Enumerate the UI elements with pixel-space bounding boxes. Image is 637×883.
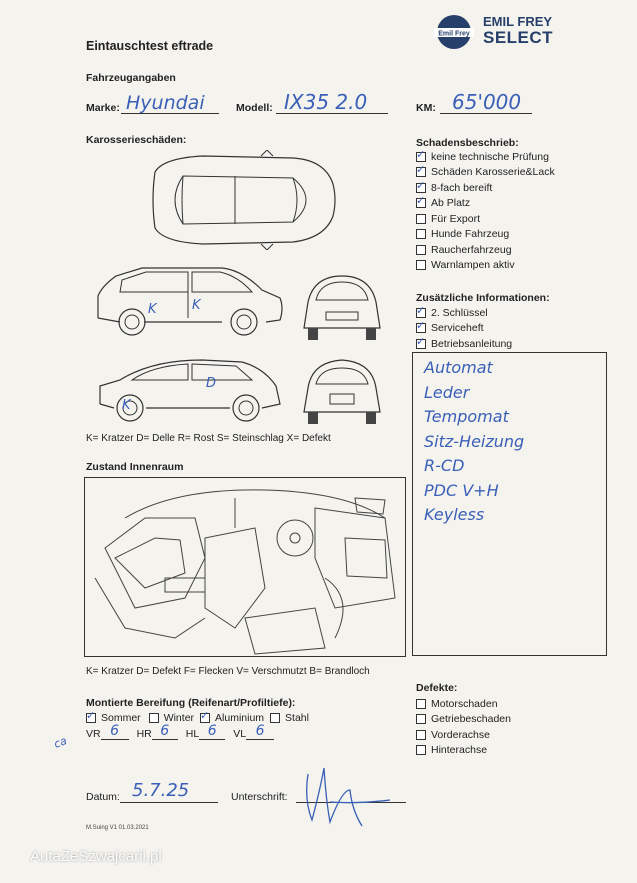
- checkbox-winter[interactable]: Winter: [149, 710, 194, 726]
- damage-mark-k1: K: [148, 302, 157, 317]
- body-damage-title: Karosserieschäden:: [86, 134, 187, 146]
- body-damage-legend: K= Kratzer D= Delle R= Rost S= Steinschlag X= Defekt: [86, 433, 331, 444]
- watermark: AutaZeSzwajcarii.pl: [30, 848, 162, 865]
- damage-desc-list: [416, 149, 596, 273]
- checkbox-warning-lights[interactable]: Warnlampen aktiv: [416, 258, 596, 274]
- note-item: Tempomat: [424, 407, 509, 426]
- tire-note: ca: [52, 734, 69, 751]
- checkbox-manual[interactable]: ✓ Betriebsanleitung: [416, 336, 596, 352]
- form-version: M.Suing V1 01.03.2021: [86, 825, 149, 831]
- tire-depths: [86, 723, 274, 740]
- defects-title: Defekte:: [416, 682, 458, 694]
- checkbox-dog-vehicle[interactable]: Hunde Fahrzeug: [416, 227, 596, 243]
- damage-desc-title: Schadensbeschrieb:: [416, 137, 519, 149]
- depth-vr[interactable]: VR 6: [86, 728, 129, 740]
- notes-list: [424, 356, 524, 528]
- signature-label: Unterschrift:: [231, 791, 288, 803]
- checkbox-second-key[interactable]: ✓ 2. Schlüssel: [416, 305, 596, 321]
- extra-info-list: [416, 305, 596, 352]
- make-label: Marke:: [86, 102, 120, 114]
- note-item: Leder: [424, 382, 470, 402]
- form-title: Eintauschtest eftrade: [86, 39, 214, 53]
- car-front-view[interactable]: [300, 272, 384, 342]
- logo-text: Emil Frey: [438, 30, 470, 38]
- model-label: Modell:: [236, 102, 273, 114]
- checkbox-export[interactable]: Für Export: [416, 211, 596, 227]
- depth-vl[interactable]: VL 6: [233, 728, 274, 740]
- car-rear-view[interactable]: [300, 356, 384, 426]
- depth-hr[interactable]: HR 6: [137, 728, 178, 740]
- checkbox-summer[interactable]: ✓ Sommer: [86, 710, 141, 726]
- damage-mark-d: D: [206, 376, 217, 391]
- checkbox-engine-damage[interactable]: Motorschaden: [416, 696, 576, 712]
- interior-diagram-box[interactable]: [84, 477, 406, 657]
- date-value[interactable]: 5.7.25: [132, 780, 190, 801]
- note-item: Keyless: [424, 505, 485, 524]
- tires-title: Montierte Bereifung (Reifenart/Profiltiefe):: [86, 697, 296, 709]
- checkbox-ab-platz[interactable]: ✓ Ab Platz: [416, 196, 596, 212]
- km-label: KM:: [416, 102, 436, 114]
- interior-legend: K= Kratzer D= Defekt F= Flecken V= Verschmutzt B= Brandloch: [86, 666, 370, 677]
- damage-mark-k3: K: [122, 398, 131, 413]
- car-right-side-view[interactable]: [92, 356, 286, 426]
- checkbox-no-tech-check[interactable]: ✓ keine technische Prüfung: [416, 149, 596, 165]
- emil-frey-logo: [430, 12, 478, 50]
- damage-mark-k2: K: [192, 298, 201, 313]
- note-item: Sitz-Heizung: [424, 431, 525, 451]
- note-item: R-CD: [424, 456, 465, 475]
- checkbox-eight-tires[interactable]: ✓ 8-fach bereift: [416, 180, 596, 196]
- interior-title: Zustand Innenraum: [86, 461, 184, 473]
- checkbox-front-axle[interactable]: Vorderachse: [416, 727, 576, 743]
- brand-line-2: SELECT: [483, 28, 554, 47]
- checkbox-aluminium[interactable]: ✓ Aluminium: [200, 710, 264, 726]
- brand-line-1: EMIL FREY: [483, 14, 553, 29]
- car-interior-drawing: [85, 478, 405, 656]
- note-item: Automat: [424, 358, 493, 377]
- model-value[interactable]: IX35 2.0: [284, 90, 368, 114]
- checkbox-rear-axle[interactable]: Hinterachse: [416, 743, 576, 759]
- checkbox-steel[interactable]: Stahl: [270, 710, 309, 726]
- checkbox-body-paint-damage[interactable]: ✓ Schäden Karosserie&Lack: [416, 165, 596, 181]
- checkbox-smoker-vehicle[interactable]: Raucherfahrzeug: [416, 242, 596, 258]
- car-top-view[interactable]: [143, 150, 337, 250]
- checkbox-gearbox-damage[interactable]: Getriebeschaden: [416, 712, 576, 728]
- defects-list: [416, 696, 576, 758]
- checkbox-service-book[interactable]: ✓ Serviceheft: [416, 321, 596, 337]
- signature-drawing[interactable]: [290, 760, 400, 834]
- car-left-side-view[interactable]: [92, 262, 286, 342]
- depth-hl[interactable]: HL 6: [186, 728, 225, 740]
- km-value[interactable]: 65'000: [452, 90, 522, 114]
- make-value[interactable]: Hyundai: [126, 92, 205, 114]
- date-line: [120, 802, 218, 803]
- date-label: Datum:: [86, 791, 120, 803]
- extra-info-title: Zusätzliche Informationen:: [416, 292, 550, 304]
- note-item: PDC V+H: [424, 480, 499, 500]
- vehicle-section-title: Fahrzeugangaben: [86, 72, 176, 84]
